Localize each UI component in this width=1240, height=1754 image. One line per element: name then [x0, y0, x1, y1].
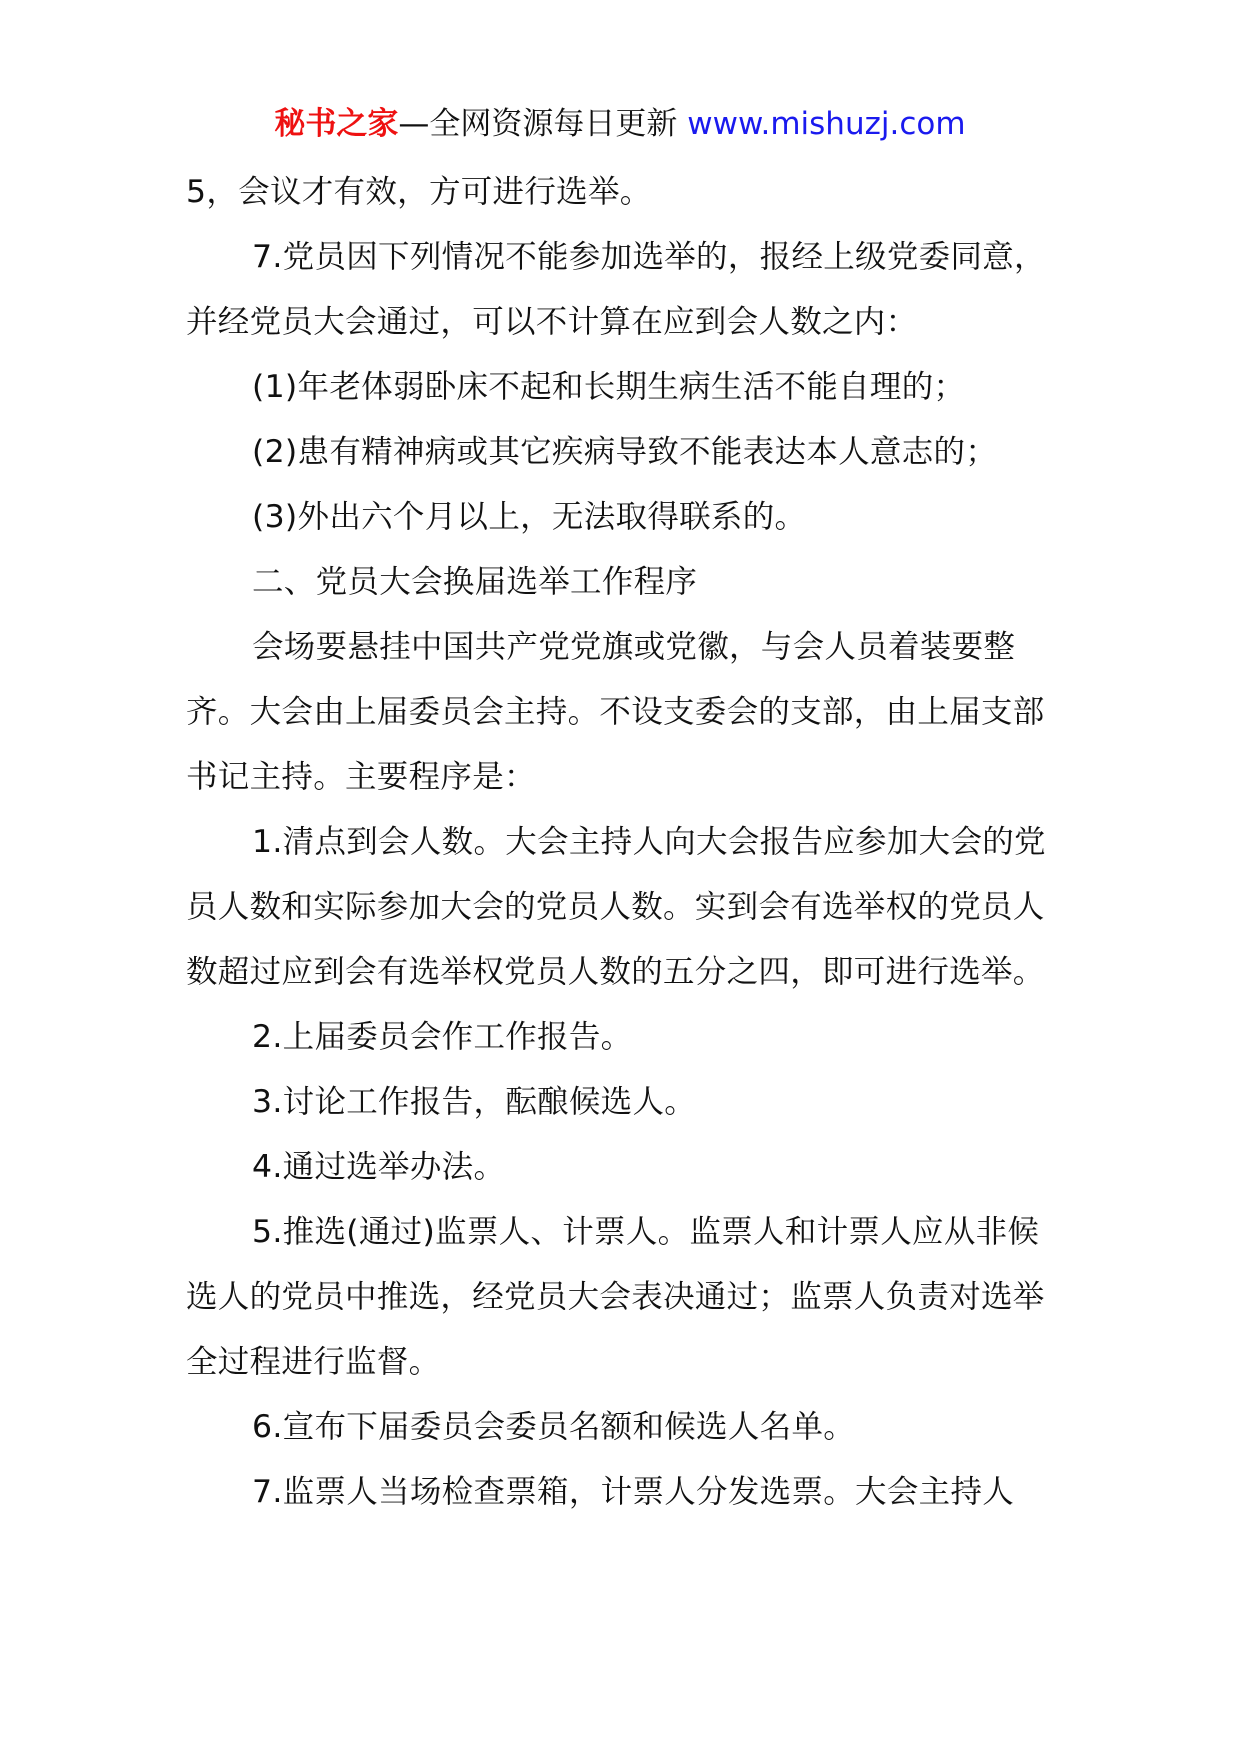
- paragraph: 4.通过选举办法。: [252, 1149, 506, 1185]
- section-heading: 二、党员大会换届选举工作程序: [252, 564, 698, 600]
- paragraph: 1.清点到会人数。大会主持人向大会报告应参加大会的党员人数和实际参加大会的党员人数。实到会有选举权的党员人数超过应到会有选举权党员人数的五分之四，即可进行选举。: [186, 824, 1046, 990]
- paragraph: 5.推选(通过)监票人、计票人。监票人和计票人应从非候选人的党员中推选，经党员大会表决通过；监票人负责对选举全过程进行监督。: [186, 1214, 1045, 1380]
- paragraph: 2.上届委员会作工作报告。: [252, 1019, 633, 1055]
- paragraph: 3.讨论工作报告，酝酿候选人。: [252, 1084, 697, 1120]
- document-body: [186, 160, 1056, 1525]
- paragraph: 7.监票人当场检查票箱，计票人分发选票。大会主持人: [252, 1474, 1015, 1510]
- website-link[interactable]: www.mishuzj.com: [677, 106, 966, 142]
- paragraph: 5，会议才有效，方可进行选举。: [186, 174, 652, 210]
- page-header: [0, 102, 1240, 146]
- brand-name: 秘书之家: [274, 106, 399, 142]
- header-slogan: —全网资源每日更新: [398, 106, 678, 142]
- list-item: (3)外出六个月以上，无法取得联系的。: [252, 499, 807, 535]
- paragraph: 会场要悬挂中国共产党党旗或党徽，与会人员着装要整齐。大会由上届委员会主持。不设支委会的支部，由上届支部书记主持。主要程序是：: [186, 629, 1045, 795]
- list-item: (2)患有精神病或其它疾病导致不能表达本人意志的；: [252, 434, 998, 470]
- paragraph: 6.宣布下届委员会委员名额和候选人名单。: [252, 1409, 856, 1445]
- paragraph: 7.党员因下列情况不能参加选举的，报经上级党委同意，并经党员大会通过，可以不计算在应到会人数之内：: [186, 239, 1046, 340]
- list-item: (1)年老体弱卧床不起和长期生病生活不能自理的；: [252, 369, 966, 405]
